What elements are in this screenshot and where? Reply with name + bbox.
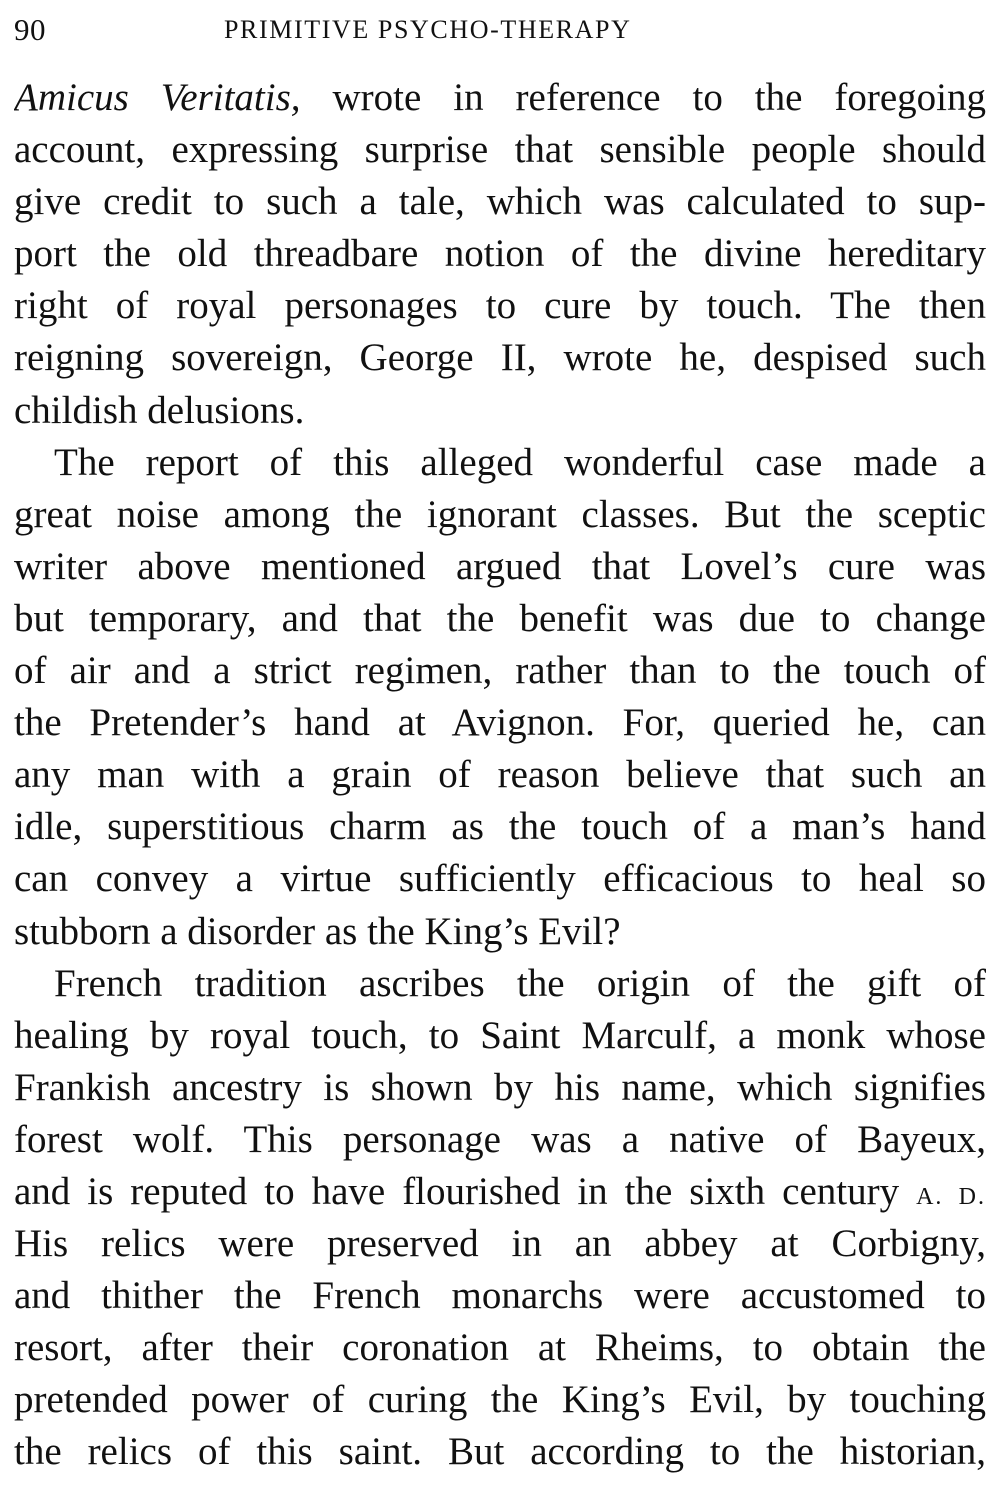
text-line: great noise among the ignorant classes. But the sceptic [14,492,986,536]
paragraph [14,958,986,1479]
latin-pseudonym: Amicus Veritatis, [14,76,301,119]
running-head: PRIMITIVE PSYCHO-THERAPY [224,15,632,44]
body-text [14,72,986,1479]
text-line: resort, after their coronation at Rheims, to obtain the [14,1326,986,1370]
text-line: pretended power of curing the King’s Evil, by touching [14,1378,986,1422]
text-line: childish delusions. [14,388,305,432]
paragraph [14,72,986,437]
text-line: right of royal personages to cure by touch. The then [14,284,986,328]
text-line: can convey a virtue sufficiently efficacious to heal so [14,857,986,901]
text-line: port the old threadbare notion of the divine hereditary [14,232,986,276]
page-header [14,12,986,56]
text-line: account, expressing surprise that sensible people should [14,128,986,172]
text-line: French tradition ascribes the origin of the gift of [54,961,986,1005]
text-line: reigning sovereign, George II, wrote he, despised such [14,336,986,380]
text-line: forest wolf. This personage was a native of Bayeux, [14,1117,986,1161]
text-line: any man with a grain of reason believe that such an [14,753,986,797]
text-line: and thither the French monarchs were accustomed to [14,1274,986,1318]
text-line: His relics were preserved in an abbey at Corbigny, [14,1222,986,1266]
page-number: 90 [14,12,46,47]
text-line: and is reputed to have flourished in the sixth century A. D. [14,1169,986,1213]
text-line: healing by royal touch, to Saint Marculf, a monk whose [14,1013,986,1057]
text-line: but temporary, and that the benefit was due to change [14,596,986,640]
text-line: the relics of this saint. But according to the historian, [14,1430,986,1474]
text-line: Frankish ancestry is shown by his name, which signifies [14,1065,986,1109]
text-line: stubborn a disorder as the King’s Evil? [14,909,621,953]
text-line: writer above mentioned argued that Lovel’s cure was [14,544,986,588]
text-line: the Pretender’s hand at Avignon. For, queried he, can [14,701,986,745]
era-abbreviation: A. D. [916,1183,986,1210]
text-line: of air and a strict regimen, rather than to the touch of [14,649,986,693]
text-line: Amicus Veritatis, wrote in reference to the foregoing [14,76,986,119]
paragraph [14,437,986,958]
text-line: give credit to such a tale, which was calculated to sup- [14,180,986,224]
text-line: The report of this alleged wonderful case made a [54,440,986,484]
text-line: idle, superstitious charm as the touch of a man’s hand [14,805,986,849]
